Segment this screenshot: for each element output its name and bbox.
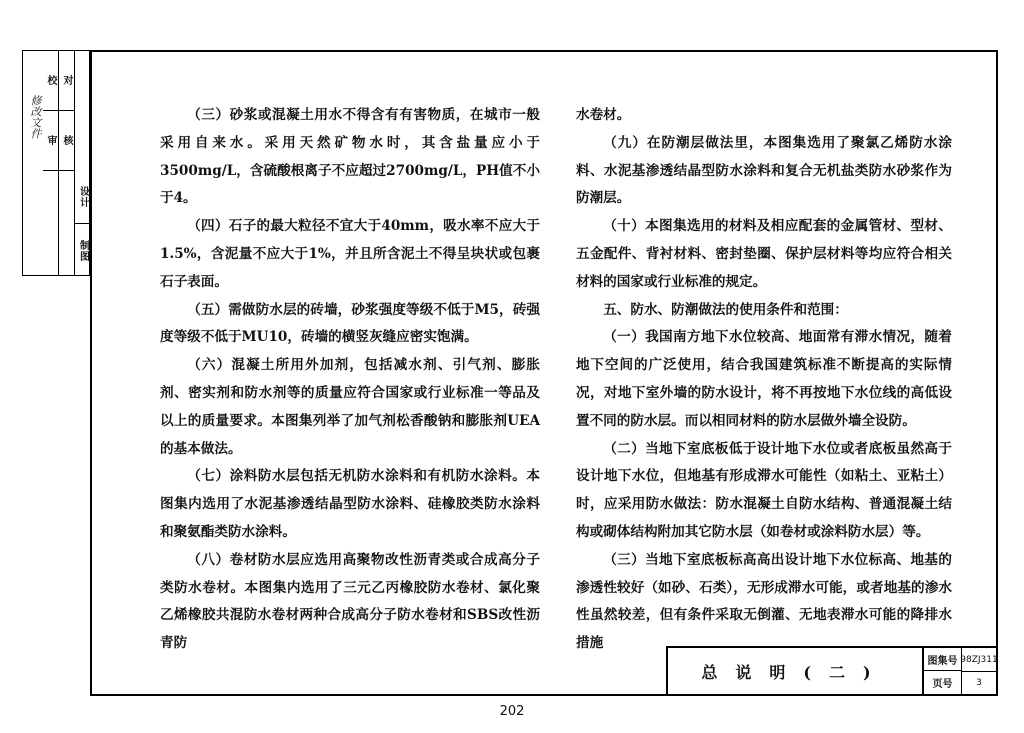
paragraph: （五）需做防水层的砖墙，砂浆强度等级不低于M5，砖强度等级不低于MU10，砖墙的横竖灰缝应密实饱满。 xyxy=(160,301,540,346)
handwritten-annotation: 修改文件 xyxy=(29,95,42,139)
sheet-title: 总说明(二) xyxy=(668,648,924,694)
left-text-column xyxy=(160,102,540,658)
paragraph: 水卷材。 xyxy=(576,107,631,123)
page-number: 202 xyxy=(499,704,525,719)
paragraph: （六）混凝土所用外加剂，包括减水剂、引气剂、膨胀剂、密实剂和防水剂等的质量应符合国家或行业标准一等品及以上的质量要求。本图集列举了加气剂松香酸钠和膨胀剂UEA的基本做法。 xyxy=(160,357,540,457)
side-label: 设计 xyxy=(77,186,89,208)
paragraph: （十）本图集选用的材料及相应配套的金属管材、型材、五金配件、背衬材料、密封垫圈、保护层材料等均应符合相关材料的国家或行业标准的规定。 xyxy=(576,218,952,290)
paragraph: （三）当地下室底板标高高出设计地下水位标高、地基的渗透性较好（如砂、石类），无形成滞水可能，或者地基的渗水性虽然较差，但有条件采取无倒灌、无地表滞水可能的降排水措施 xyxy=(576,551,952,652)
paragraph: （九）在防潮层做法里，本图集选用了聚氯乙烯防水涂料、水泥基渗透结晶型防水涂料和复合无机盐类防水砂浆作为防潮层。 xyxy=(576,134,952,207)
right-text-column xyxy=(576,102,952,658)
paragraph: （一）我国南方地下水位较高、地面常有滞水情况，随着地下空间的广泛使用，结合我国建筑标准不断提高的实际情况，对地下室外墙的防水设计，将不再按地下水位线的高低设置不同的防水层。而以相同材料的防水层做外墙全设防。 xyxy=(576,329,952,429)
page-number-label: 页号 xyxy=(924,671,962,694)
section-heading: 五、防水、防潮做法的使用条件和范围： xyxy=(603,301,848,318)
paragraph: （四）石子的最大粒径不宜大于40mm，吸水率不应大于1.5%，含泥量不应大于1%，并且所含泥土不得呈块状或包裹石子表面。 xyxy=(160,218,540,290)
paragraph: （二）当地下室底板低于设计地下水位或者底板虽然高于设计地下水位，但地基有形成滞水可能性（如粘土、亚粘土）时，应采用防水做法：防水混凝土自防水结构、普通混凝土结构或砌体结构附加其它防水层（如卷材或涂料防水层）等。 xyxy=(576,440,952,540)
atlas-number-label: 图集号 xyxy=(924,648,962,671)
side-label: 制图 xyxy=(77,239,89,262)
atlas-number-value: 98ZJ311 xyxy=(962,648,996,672)
paragraph: （三）砂浆或混凝土用水不得含有有害物质，在城市一般采用自来水。采用天然矿物水时，其含盐量应小于3500mg/L，含硫酸根离子不应超过2700mg/L，PH值不小于4。 xyxy=(160,107,540,207)
side-label: 对 xyxy=(61,75,72,86)
side-approval-stamp xyxy=(22,50,90,276)
paragraph: （八）卷材防水层应选用高聚物改性沥青类或合成高分子类防水卷材。本图集内选用了三元乙丙橡胶防水卷材、氯化聚乙烯橡胶共混防水卷材两种合成高分子防水卷材和SBS改性沥青防 xyxy=(160,551,540,652)
side-stamp-col-3 xyxy=(75,51,91,275)
side-stamp-col-1 xyxy=(43,51,59,275)
sheet-page-value: 3 xyxy=(976,677,982,688)
paragraph: （七）涂料防水层包括无机防水涂料和有机防水涂料。本图集内选用了水泥基渗透结晶型防水涂料、硅橡胶类防水涂料和聚氨酯类防水涂料。 xyxy=(160,468,540,540)
title-block xyxy=(666,646,996,694)
side-label: 校 xyxy=(45,75,56,86)
side-stamp-col-2 xyxy=(59,51,75,275)
side-label: 核 xyxy=(61,135,72,146)
side-label: 审 xyxy=(45,135,56,146)
